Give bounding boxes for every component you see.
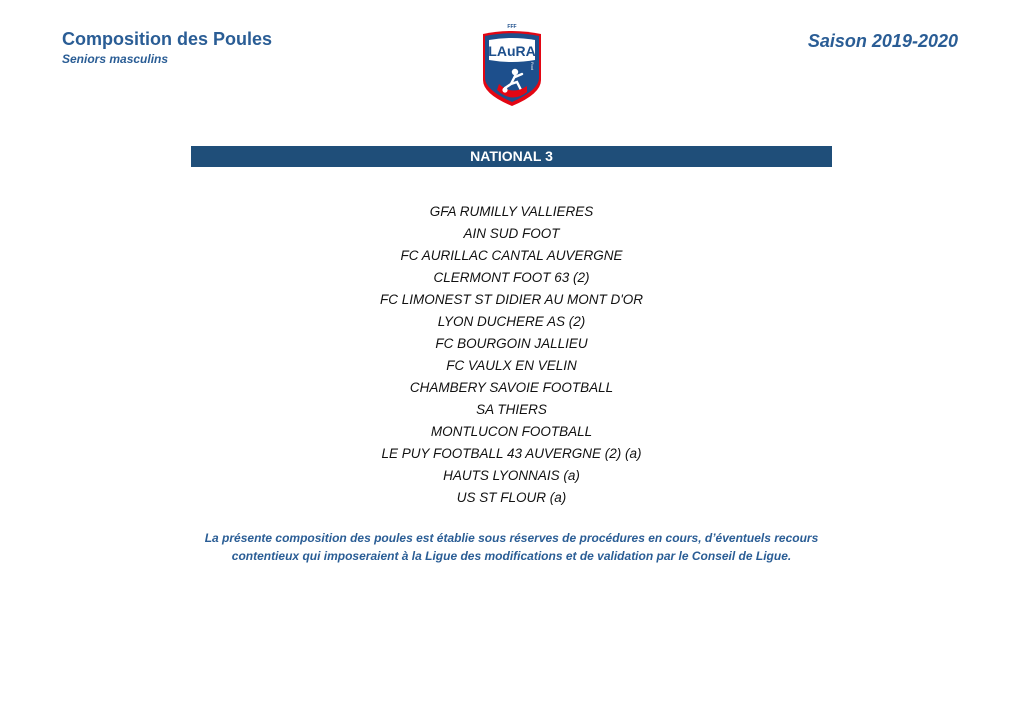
list-item: FC LIMONEST ST DIDIER AU MONT D'OR <box>379 292 644 307</box>
laura-foot-logo-icon <box>475 22 549 108</box>
list-item: MONTLUCON FOOTBALL <box>430 424 593 439</box>
list-item: LE PUY FOOTBALL 43 AUVERGNE (2) (a) <box>381 446 642 461</box>
list-item: FC AURILLAC CANTAL AUVERGNE <box>400 248 623 263</box>
list-item: CHAMBERY SAVOIE FOOTBALL <box>409 380 614 395</box>
list-item: AIN SUD FOOT <box>463 226 560 241</box>
season-label: Saison 2019-2020 <box>807 31 958 51</box>
list-item: LYON DUCHERE AS (2) <box>437 314 586 329</box>
logo-text: LAuRA <box>488 43 536 59</box>
list-item: FC BOURGOIN JALLIEU <box>435 336 588 351</box>
team-list <box>191 201 832 509</box>
list-item: SA THIERS <box>476 402 547 417</box>
logo-subtext: Foot <box>530 61 535 71</box>
list-item: US ST FLOUR (a) <box>456 490 567 505</box>
division-header: NATIONAL 3 <box>191 146 832 167</box>
logo-graphic <box>475 22 549 108</box>
list-item: GFA RUMILLY VALLIERES <box>429 204 594 219</box>
document-title: Composition des Poules <box>62 29 273 49</box>
disclaimer-notice: La présente composition des poules est établie sous réserves de procédures en cours, d’éventuels recours contentieux qui imposeraient à la Ligue des modifications et de validation par le Conseil de Ligue. <box>204 531 819 563</box>
document-subtitle: Seniors masculins <box>62 52 169 66</box>
logo-fff-mark: FFF <box>507 24 517 30</box>
list-item: HAUTS LYONNAIS (a) <box>443 468 580 483</box>
list-item: CLERMONT FOOT 63 (2) <box>433 270 590 285</box>
list-item: FC VAULX EN VELIN <box>446 358 577 373</box>
